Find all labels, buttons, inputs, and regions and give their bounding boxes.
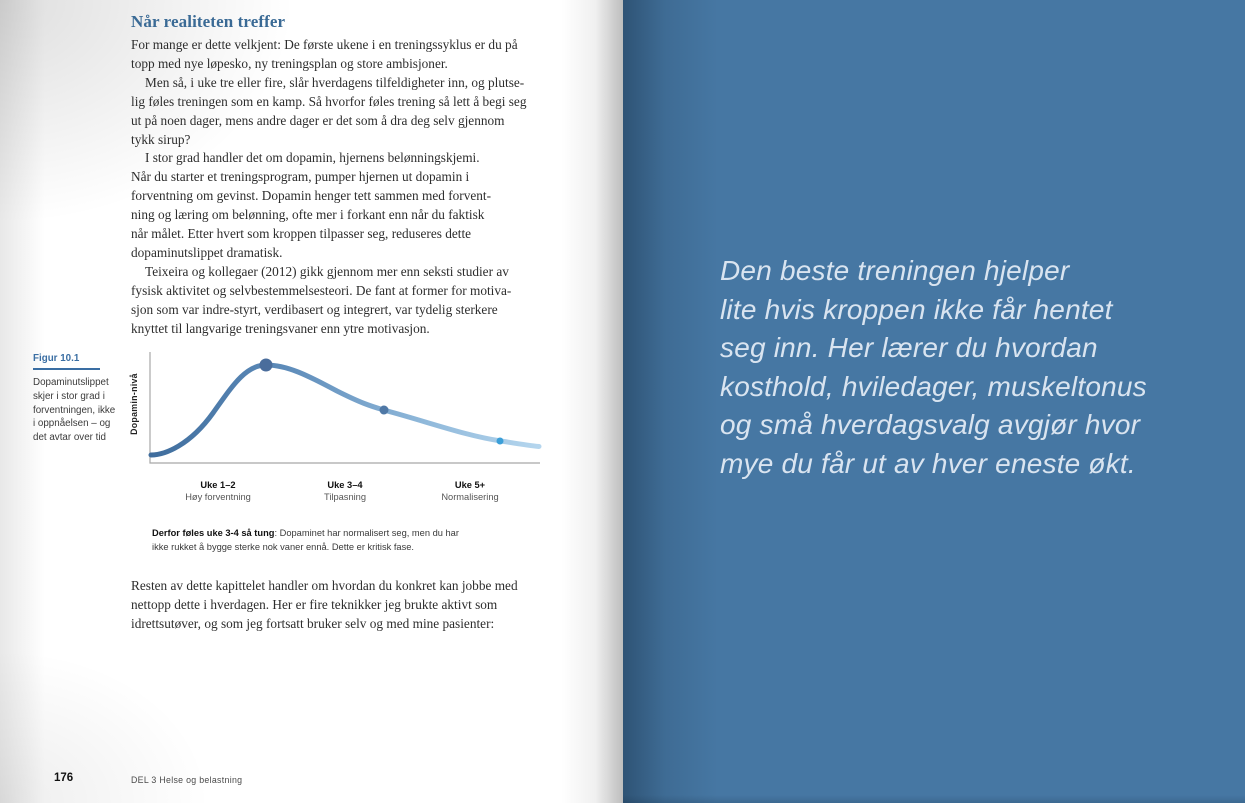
text-line: ning og læring om belønning, ofte mer i forkant enn når du faktisk	[131, 207, 485, 223]
text-line: idrettsutøver, og som jeg fortsatt bruker selv og med mine pasienter:	[131, 615, 495, 631]
x-label-sub: Tilpasning	[323, 492, 367, 502]
data-point-mid	[380, 406, 389, 415]
figure-caption-line1	[152, 527, 572, 541]
text-line: fysisk aktivitet og selvbestemmelsesteori. De fant at former for motiva-	[131, 282, 512, 298]
pull-quote	[720, 252, 1200, 483]
text-line: forventning om gevinst. Dopamin henger tett sammen med forvent-	[131, 188, 492, 204]
paragraph	[131, 577, 555, 634]
text-line: Når du starter et treningsprogram, pumper hjernen ut dopamin i	[131, 169, 470, 185]
text-line: forventningen, ikke	[33, 404, 116, 416]
text-line: Teixeira og kollegaer (2012) gikk gjennom mer enn seksti studier av	[145, 263, 509, 279]
dopamine-curve-chart	[145, 345, 545, 470]
paragraph	[131, 36, 555, 74]
text-line: sjon som var indre-styrt, verdibasert og integrert, var tydelig sterkere	[131, 301, 498, 317]
text-line: mye du får ut av hver eneste økt.	[720, 447, 1136, 479]
text-line: og små hverdagsvalg avgjør hvor	[720, 409, 1141, 440]
x-label-title: Uke 1–2	[200, 480, 236, 490]
x-label-sub: Høy forventning	[185, 492, 251, 502]
closing-paragraph	[131, 577, 555, 634]
text-line: Den beste treningen hjelper	[720, 255, 1070, 286]
figure-caption-line2: ikke rukket å bygge sterke nok vaner ennå. Dette er kritisk fase.	[152, 541, 414, 552]
text-line: det avtar over tid	[33, 432, 106, 444]
text-line: seg inn. Her lærer du hvordan	[720, 332, 1098, 363]
text-line: Dopaminutslippet	[33, 377, 109, 388]
body-text	[131, 36, 555, 339]
section-heading: Når realiteten treffer	[131, 12, 286, 31]
text-line: lite hvis kroppen ikke får hentet	[720, 293, 1113, 325]
paragraph	[131, 74, 555, 150]
text-line: topp med nye løpesko, ny treningsplan og store ambisjoner.	[131, 55, 448, 71]
figure-note-text	[33, 376, 133, 445]
data-point-peak	[260, 359, 273, 372]
chart-y-axis-label: Dopamin-nivå	[129, 373, 139, 435]
running-footer: DEL 3 Helse og belastning	[131, 775, 243, 785]
chart-axes	[150, 352, 540, 463]
text-line: Men så, i uke tre eller fire, slår hverdagens tilfeldigheter inn, og plutse-	[145, 74, 525, 90]
x-label-sub: Normalisering	[441, 492, 499, 502]
x-axis-label-week5plus	[390, 480, 550, 502]
text-line: når målet. Etter hvert som kroppen tilpasser seg, reduseres dette	[131, 226, 472, 242]
text-line: Resten av dette kapittelet handler om hvordan du konkret kan jobbe med	[131, 578, 518, 593]
text-line: knyttet til langvarige treningsvaner enn ytre motivasjon.	[131, 320, 430, 336]
text-line: ut på noen dager, mens andre dager er det som å dra deg selv gjennom	[131, 112, 505, 128]
text-line: nettopp dette i hverdagen. Her er fire teknikker jeg brukte aktivt som	[131, 596, 498, 612]
page-number: 176	[54, 772, 74, 784]
text-line: lig føles treningen som en kamp. Så hvorfor føles trening så lett å begi seg	[131, 93, 527, 109]
figure-label: Figur 10.1	[33, 353, 100, 370]
text-line: kosthold, hviledager, muskeltonus	[720, 370, 1147, 402]
figure-margin-note	[33, 348, 133, 445]
figure-caption-rest: : Dopaminet har normalisert seg, men du har	[274, 528, 459, 538]
x-label-title: Uke 3–4	[327, 480, 363, 490]
dopamine-curve	[151, 365, 539, 455]
x-label-title: Uke 5+	[454, 480, 486, 490]
text-line: dopaminutslippet dramatisk.	[131, 244, 283, 260]
figure-caption-bold: Derfor føles uke 3-4 så tung	[152, 528, 275, 538]
data-point-late	[497, 438, 504, 445]
text-line: For mange er dette velkjent: De første ukene i en treningssyklus er du på	[131, 37, 518, 52]
paragraph	[131, 263, 555, 339]
text-line: skjer i stor grad i	[33, 390, 105, 402]
text-line: I stor grad handler det om dopamin, hjernens belønningskjemi.	[145, 150, 480, 166]
paragraph	[131, 149, 555, 262]
figure-caption	[152, 527, 572, 554]
right-page	[623, 0, 1245, 803]
text-line: i oppnåelsen – og	[33, 418, 111, 430]
text-line: tykk sirup?	[131, 131, 191, 147]
